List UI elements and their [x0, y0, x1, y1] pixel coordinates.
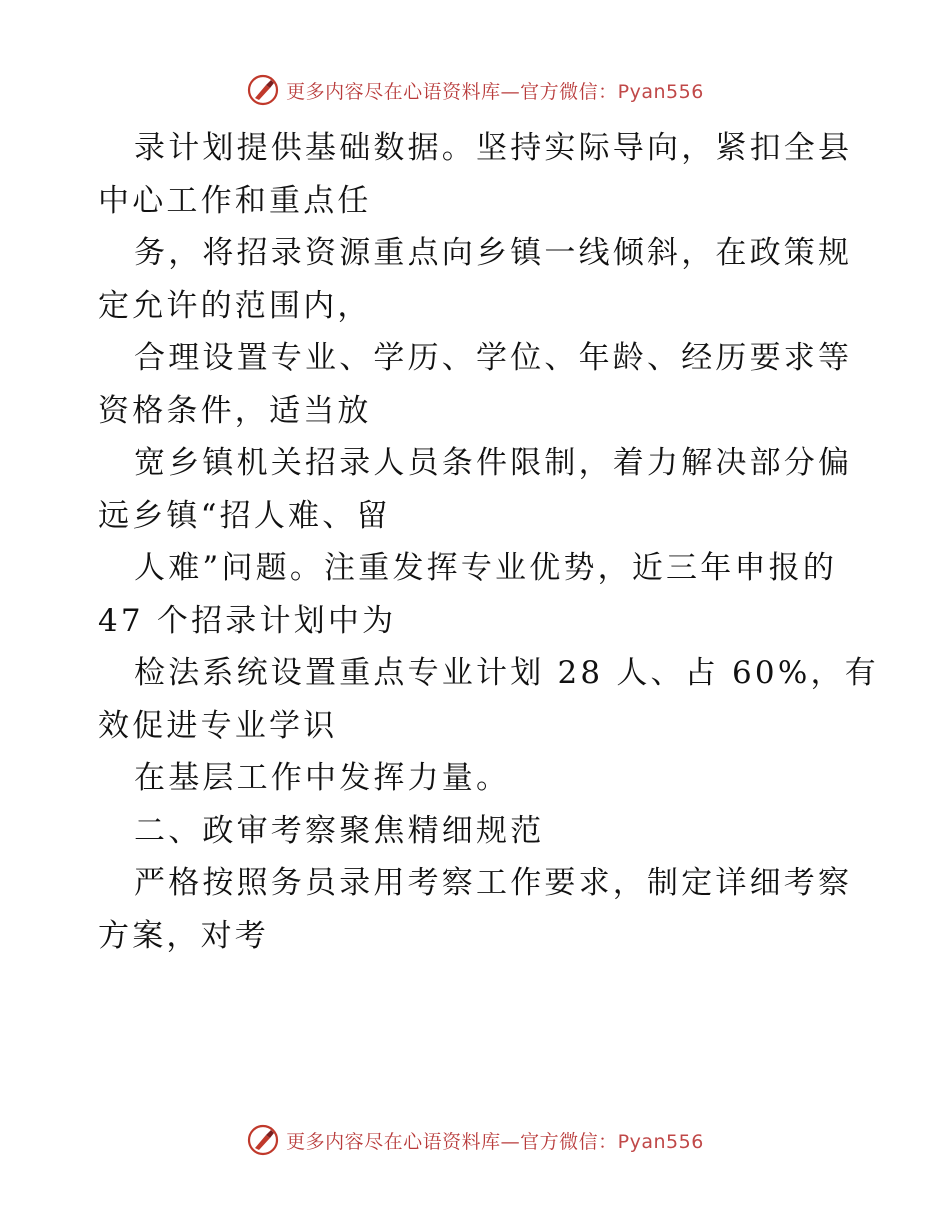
paragraph-line: 中心工作和重点任 [98, 182, 372, 219]
document-body [98, 122, 879, 962]
paragraph [98, 122, 858, 227]
paragraph-line: 资格条件，适当放 [98, 392, 372, 429]
paragraph [98, 752, 858, 805]
paragraph [98, 647, 879, 752]
paragraph-line: 方案，对考 [98, 917, 269, 954]
paragraph [98, 542, 858, 647]
paragraph-line: 定允许的范围内， [98, 287, 372, 324]
paragraph-line: 在基层工作中发挥力量。 [134, 760, 511, 796]
footer-wechat-id: Pyan556 [617, 1130, 704, 1153]
footer-banner [0, 1120, 950, 1160]
pen-logo-icon [246, 73, 280, 107]
paragraph [98, 227, 858, 332]
header-banner-text: 更多内容尽在心语资料库—官方微信：Pyan556 [286, 80, 704, 103]
paragraph-line: 宽乡镇机关招录人员条件限制，着力解决部分偏 [134, 445, 853, 481]
paragraph-line: 严格按照务员录用考察工作要求，制定详细考察 [134, 865, 853, 901]
pen-logo-icon [246, 1123, 280, 1157]
footer-banner-text: 更多内容尽在心语资料库—官方微信：Pyan556 [286, 1130, 704, 1153]
header-wechat-id: Pyan556 [617, 80, 704, 103]
paragraph-line: 检法系统设置重点专业计划 28 人、占 60%，有 [134, 655, 879, 691]
paragraph-line: 录计划提供基础数据。坚持实际导向，紧扣全县 [134, 130, 853, 166]
paragraph-line: 合理设置专业、学历、学位、年龄、经历要求等 [134, 340, 853, 376]
section-heading-text: 二、政审考察聚焦精细规范 [134, 812, 545, 849]
paragraph [98, 437, 858, 542]
paragraph-line: 47 个招录计划中为 [98, 602, 397, 639]
paragraph-line: 效促进专业学识 [98, 707, 338, 744]
paragraph [98, 332, 858, 437]
paragraph-line: 务，将招录资源重点向乡镇一线倾斜，在政策规 [134, 235, 853, 271]
paragraph-line: 人难”问题。注重发挥专业优势，近三年申报的 [134, 550, 838, 586]
header-banner [0, 70, 950, 110]
section-heading [98, 805, 858, 858]
paragraph [98, 857, 858, 962]
paragraph-line: 远乡镇“招人难、留 [98, 497, 391, 534]
